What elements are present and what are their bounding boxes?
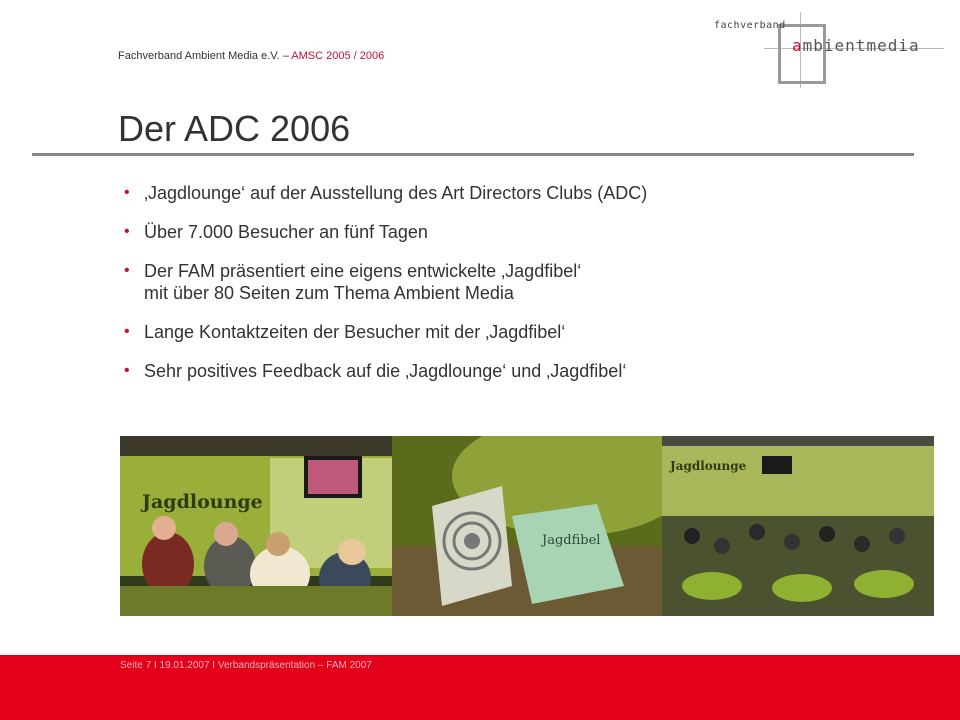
header-line — [118, 50, 384, 62]
bullet-list — [124, 182, 904, 399]
fachverband-logo — [700, 10, 940, 90]
logo-big-text — [792, 36, 920, 55]
header-org: Fachverband Ambient Media e.V. – — [118, 50, 292, 62]
bullet-line: mit über 80 Seiten zum Thema Ambient Media — [144, 283, 514, 303]
booklet-title-text: Jagdfibel — [542, 533, 601, 548]
title-rule — [32, 153, 914, 156]
bullet-line: Der FAM präsentiert eine eigens entwickelte ‚Jagdfibel‘ — [144, 261, 582, 281]
photo-jagdfibel-booklet — [392, 436, 662, 616]
header-event: AMSC 2005 / 2006 — [291, 50, 385, 62]
crowd-sign-text: Jagdlounge — [670, 459, 747, 473]
lounge-sign-text: Jagdlounge — [142, 491, 263, 513]
bullet-item: • Sehr positives Feedback auf die ‚Jagdlounge‘ und ‚Jagdfibel‘ — [124, 360, 904, 382]
logo-small-text: fachverband — [714, 20, 786, 31]
bullet-item: • Lange Kontaktzeiten der Besucher mit der ‚Jagdfibel‘ — [124, 321, 904, 343]
bullet-item: • Über 7.000 Besucher an fünf Tagen — [124, 221, 904, 243]
photo-strip — [120, 436, 934, 616]
slide-title: Der ADC 2006 — [118, 108, 351, 149]
footer-text: Seite 7 I 19.01.2007 I Verbandspräsentation – FAM 2007 — [120, 660, 372, 671]
bullet-item — [124, 260, 904, 304]
footer-bar — [0, 655, 960, 720]
photo-lounge-crowd — [662, 436, 934, 616]
photo-lounge-visitors — [120, 436, 392, 616]
logo-big-first: a — [792, 36, 803, 55]
logo-big-rest: mbientmedia — [802, 36, 920, 55]
bullet-item: • ‚Jagdlounge‘ auf der Ausstellung des Art Directors Clubs (ADC) — [124, 182, 904, 204]
